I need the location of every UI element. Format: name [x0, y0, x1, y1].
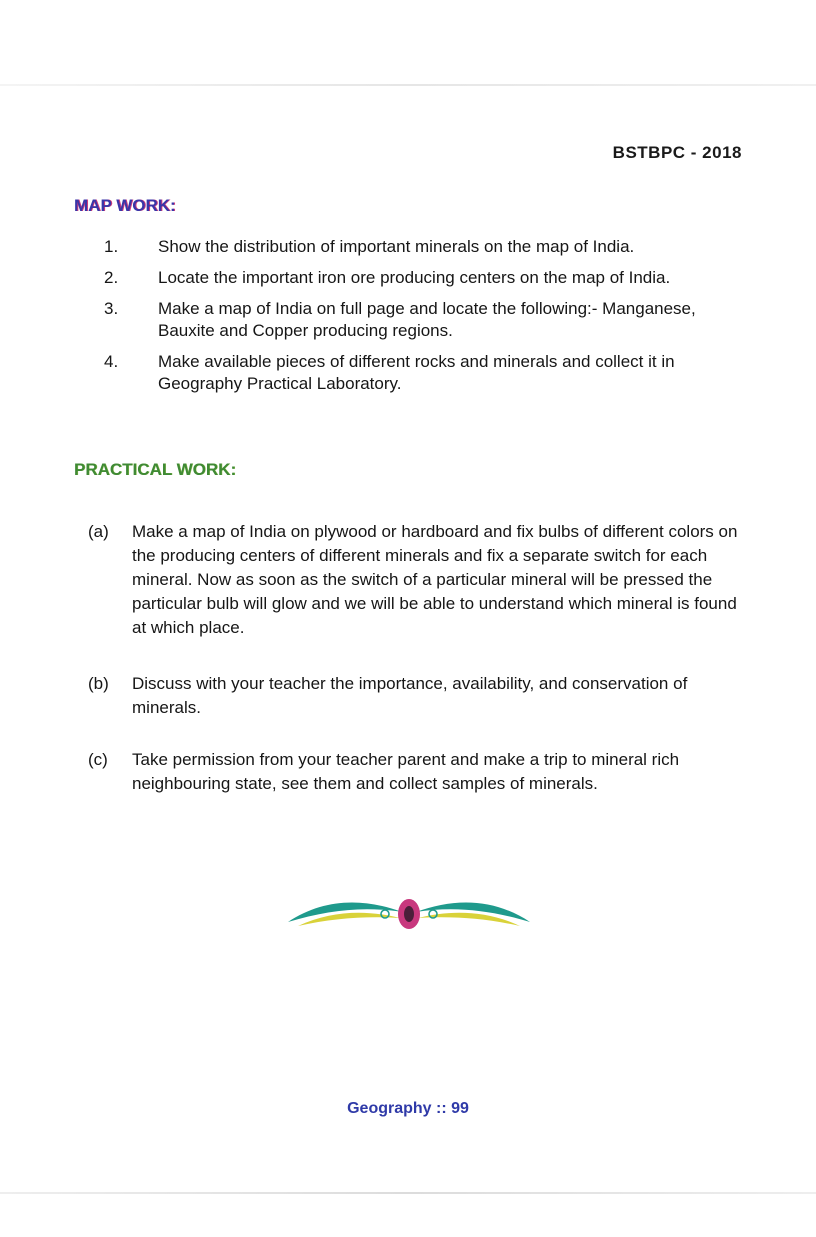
page-footer: Geography :: 99 — [347, 1100, 469, 1117]
list-item — [100, 267, 740, 289]
practical-work-heading: PRACTICAL WORK: — [74, 460, 237, 479]
item-letter: (b) — [88, 674, 109, 693]
list-item — [88, 748, 738, 796]
scan-page-edge-top — [0, 84, 816, 86]
decorative-ornament-icon — [284, 892, 534, 936]
list-item — [100, 351, 740, 395]
item-text: Discuss with your teacher the importance, availability, and conservation of minerals. — [132, 674, 688, 717]
item-number: 1. — [104, 237, 119, 256]
item-text: Make available pieces of different rocks and minerals and collect it in Geography Practical Laboratory. — [158, 352, 675, 393]
item-text: Make a map of India on plywood or hardboard and fix bulbs of different colors on the producing centers of different minerals and fix a separate switch for each mineral. Now as soon as the switch of a particular mineral will be pressed the particular bulb will glow and we will be able to understand which mineral is found at which place. — [132, 522, 738, 637]
list-item — [88, 520, 738, 640]
item-text: Make a map of India on full page and locate the following:- Manganese, Bauxite and Copper producing regions. — [158, 299, 696, 340]
list-item — [100, 236, 740, 258]
header-code: BSTBPC - 2018 — [612, 143, 742, 162]
item-text: Take permission from your teacher parent and make a trip to mineral rich neighbouring state, see them and collect samples of minerals. — [132, 750, 680, 793]
item-number: 3. — [104, 299, 119, 318]
list-item — [100, 298, 740, 342]
item-letter: (c) — [88, 750, 108, 769]
map-work-heading: MAP WORK: — [74, 196, 176, 215]
item-number: 4. — [104, 352, 119, 371]
item-letter: (a) — [88, 522, 109, 541]
practical-work-list — [88, 520, 738, 796]
scan-page-edge-bottom — [0, 1192, 816, 1194]
list-item — [88, 672, 738, 720]
item-number: 2. — [104, 268, 119, 287]
map-work-list — [100, 236, 740, 404]
item-text: Show the distribution of important minerals on the map of India. — [158, 237, 635, 256]
item-text: Locate the important iron ore producing centers on the map of India. — [158, 268, 671, 287]
